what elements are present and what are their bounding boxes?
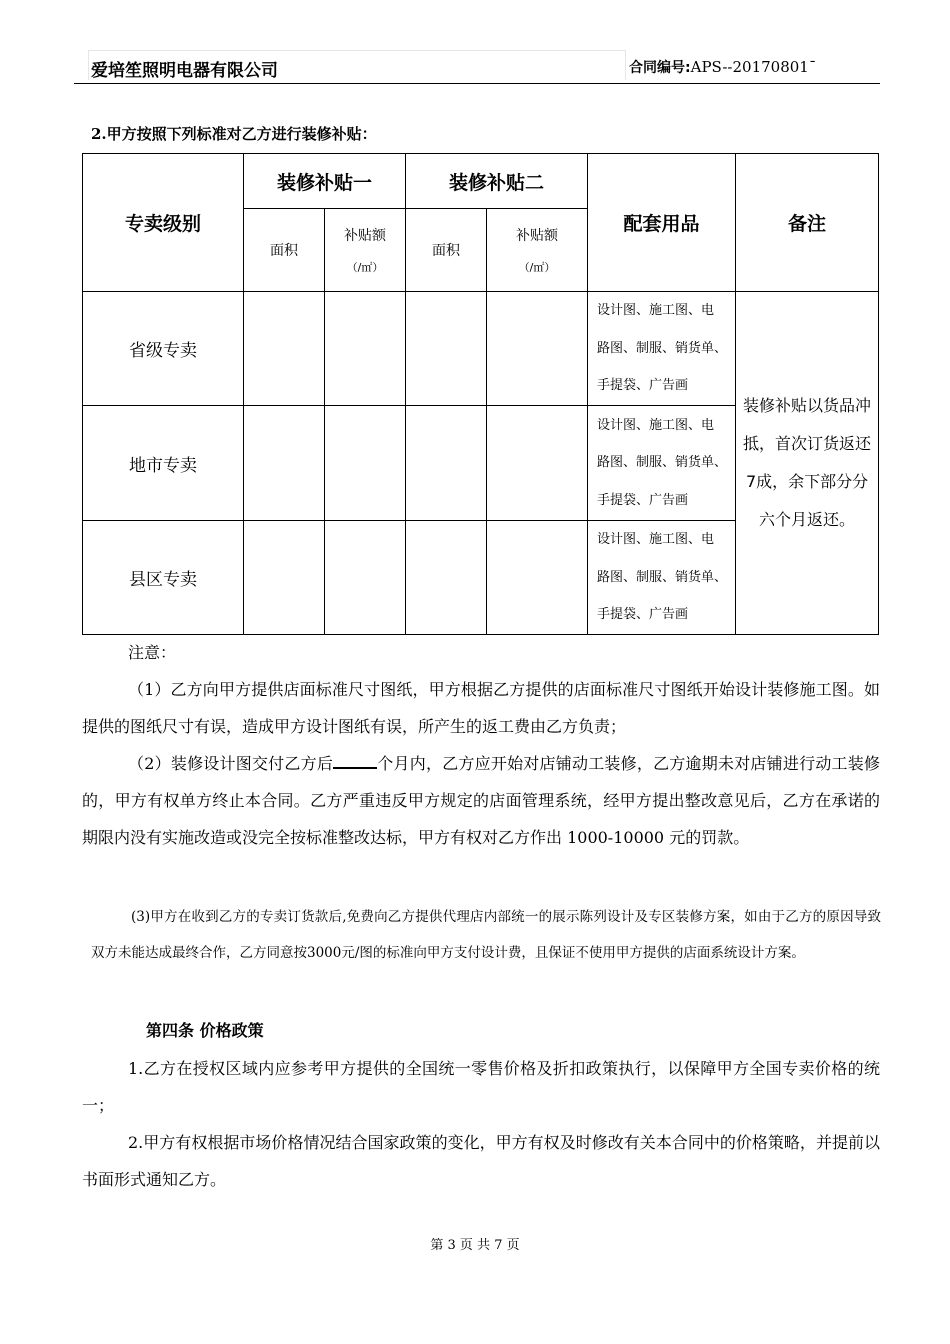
notes-label: 注意：: [128, 643, 177, 662]
sub1-amount-header: 补贴额 （/㎡）: [325, 209, 406, 292]
level-cell: 地市专卖: [83, 406, 244, 521]
article-paragraph-2: 2.甲方有权根据市场价格情况结合国家政策的变化，甲方有权及时修改有关本合同中的价格策略，并提前以书面形式通知乙方。: [82, 1133, 880, 1189]
value-cell: [325, 292, 406, 406]
goods-cell: 设计图、施工图、电 路图、制服、销货单、 手提袋、广告画: [588, 406, 736, 521]
note-3: (3)甲方在收到乙方的专卖订货款后,免费向乙方提供代理店内部统一的展示陈列设计及专区装修方案，如由于乙方的原因导致双方未能达成最终合作，乙方同意按3000元/图的标准向甲方支付设计费，且保证不使用甲方提供的店面系统设计方案。: [91, 909, 881, 961]
remark-cell: 装修补贴以货品冲抵，首次订货返还7成，余下部分分六个月返还。: [736, 292, 879, 635]
header-divider: [74, 83, 880, 84]
note-2: （2）装修设计图交付乙方后 个月内，乙方应开始对店铺动工装修，乙方逾期未对店铺进行动工装修的，甲方有权单方终止本合同。乙方严重违反甲方规定的店面管理系统，经甲方提出整改意见后，乙方在承诺的期限内没有实施改造或没完全按标准整改达标，甲方有权对乙方作出 1000-10000 元的罚款。: [82, 754, 880, 847]
level-cell: 省级专卖: [83, 292, 244, 406]
article-title: 第四条 价格政策: [146, 1021, 264, 1040]
article-paragraph-1: 1.乙方在授权区域内应参考甲方提供的全国统一零售价格及折扣政策执行，以保障甲方全国专卖价格的统一；: [82, 1059, 880, 1115]
value-cell: [406, 406, 487, 521]
value-cell: [244, 521, 325, 635]
company-name: 爱培笙照明电器有限公司: [88, 50, 626, 80]
col-subsidy1-header: 装修补贴一: [244, 154, 406, 209]
goods-cell: 设计图、施工图、电 路图、制服、销货单、 手提袋、广告画: [588, 292, 736, 406]
col-goods-header: 配套用品: [588, 154, 736, 292]
value-cell: [406, 292, 487, 406]
value-cell: [487, 521, 588, 635]
fill-in-blank[interactable]: [333, 753, 377, 769]
goods-cell: 设计图、施工图、电 路图、制服、销货单、 手提袋、广告画: [588, 521, 736, 635]
level-cell: 县区专卖: [83, 521, 244, 635]
col-remark-header: 备注: [736, 154, 879, 292]
table-row: [83, 292, 879, 406]
section-title: 2.甲方按照下列标准对乙方进行装修补贴：: [91, 125, 377, 143]
contract-label: 合同编号:: [629, 60, 691, 76]
sub2-amount-header: 补贴额 （/㎡）: [487, 209, 588, 292]
value-cell: [487, 406, 588, 521]
col-level-header: 专卖级别: [83, 154, 244, 292]
col-subsidy2-header: 装修补贴二: [406, 154, 588, 209]
value-cell: [244, 292, 325, 406]
value-cell: [325, 521, 406, 635]
value-cell: [244, 406, 325, 521]
value-cell: [406, 521, 487, 635]
value-cell: [487, 292, 588, 406]
page-footer: 第 3 页 共 7 页: [430, 1238, 520, 1253]
sub1-area-header: 面积: [244, 209, 325, 292]
contract-number: [629, 57, 816, 77]
contract-no: APS--20170801¯: [690, 58, 817, 76]
subsidy-table: [82, 153, 879, 635]
note-1: （1）乙方向甲方提供店面标准尺寸图纸，甲方根据乙方提供的店面标准尺寸图纸开始设计装修施工图。如提供的图纸尺寸有误，造成甲方设计图纸有误，所产生的返工费由乙方负责；: [82, 680, 880, 736]
sub2-area-header: 面积: [406, 209, 487, 292]
value-cell: [325, 406, 406, 521]
